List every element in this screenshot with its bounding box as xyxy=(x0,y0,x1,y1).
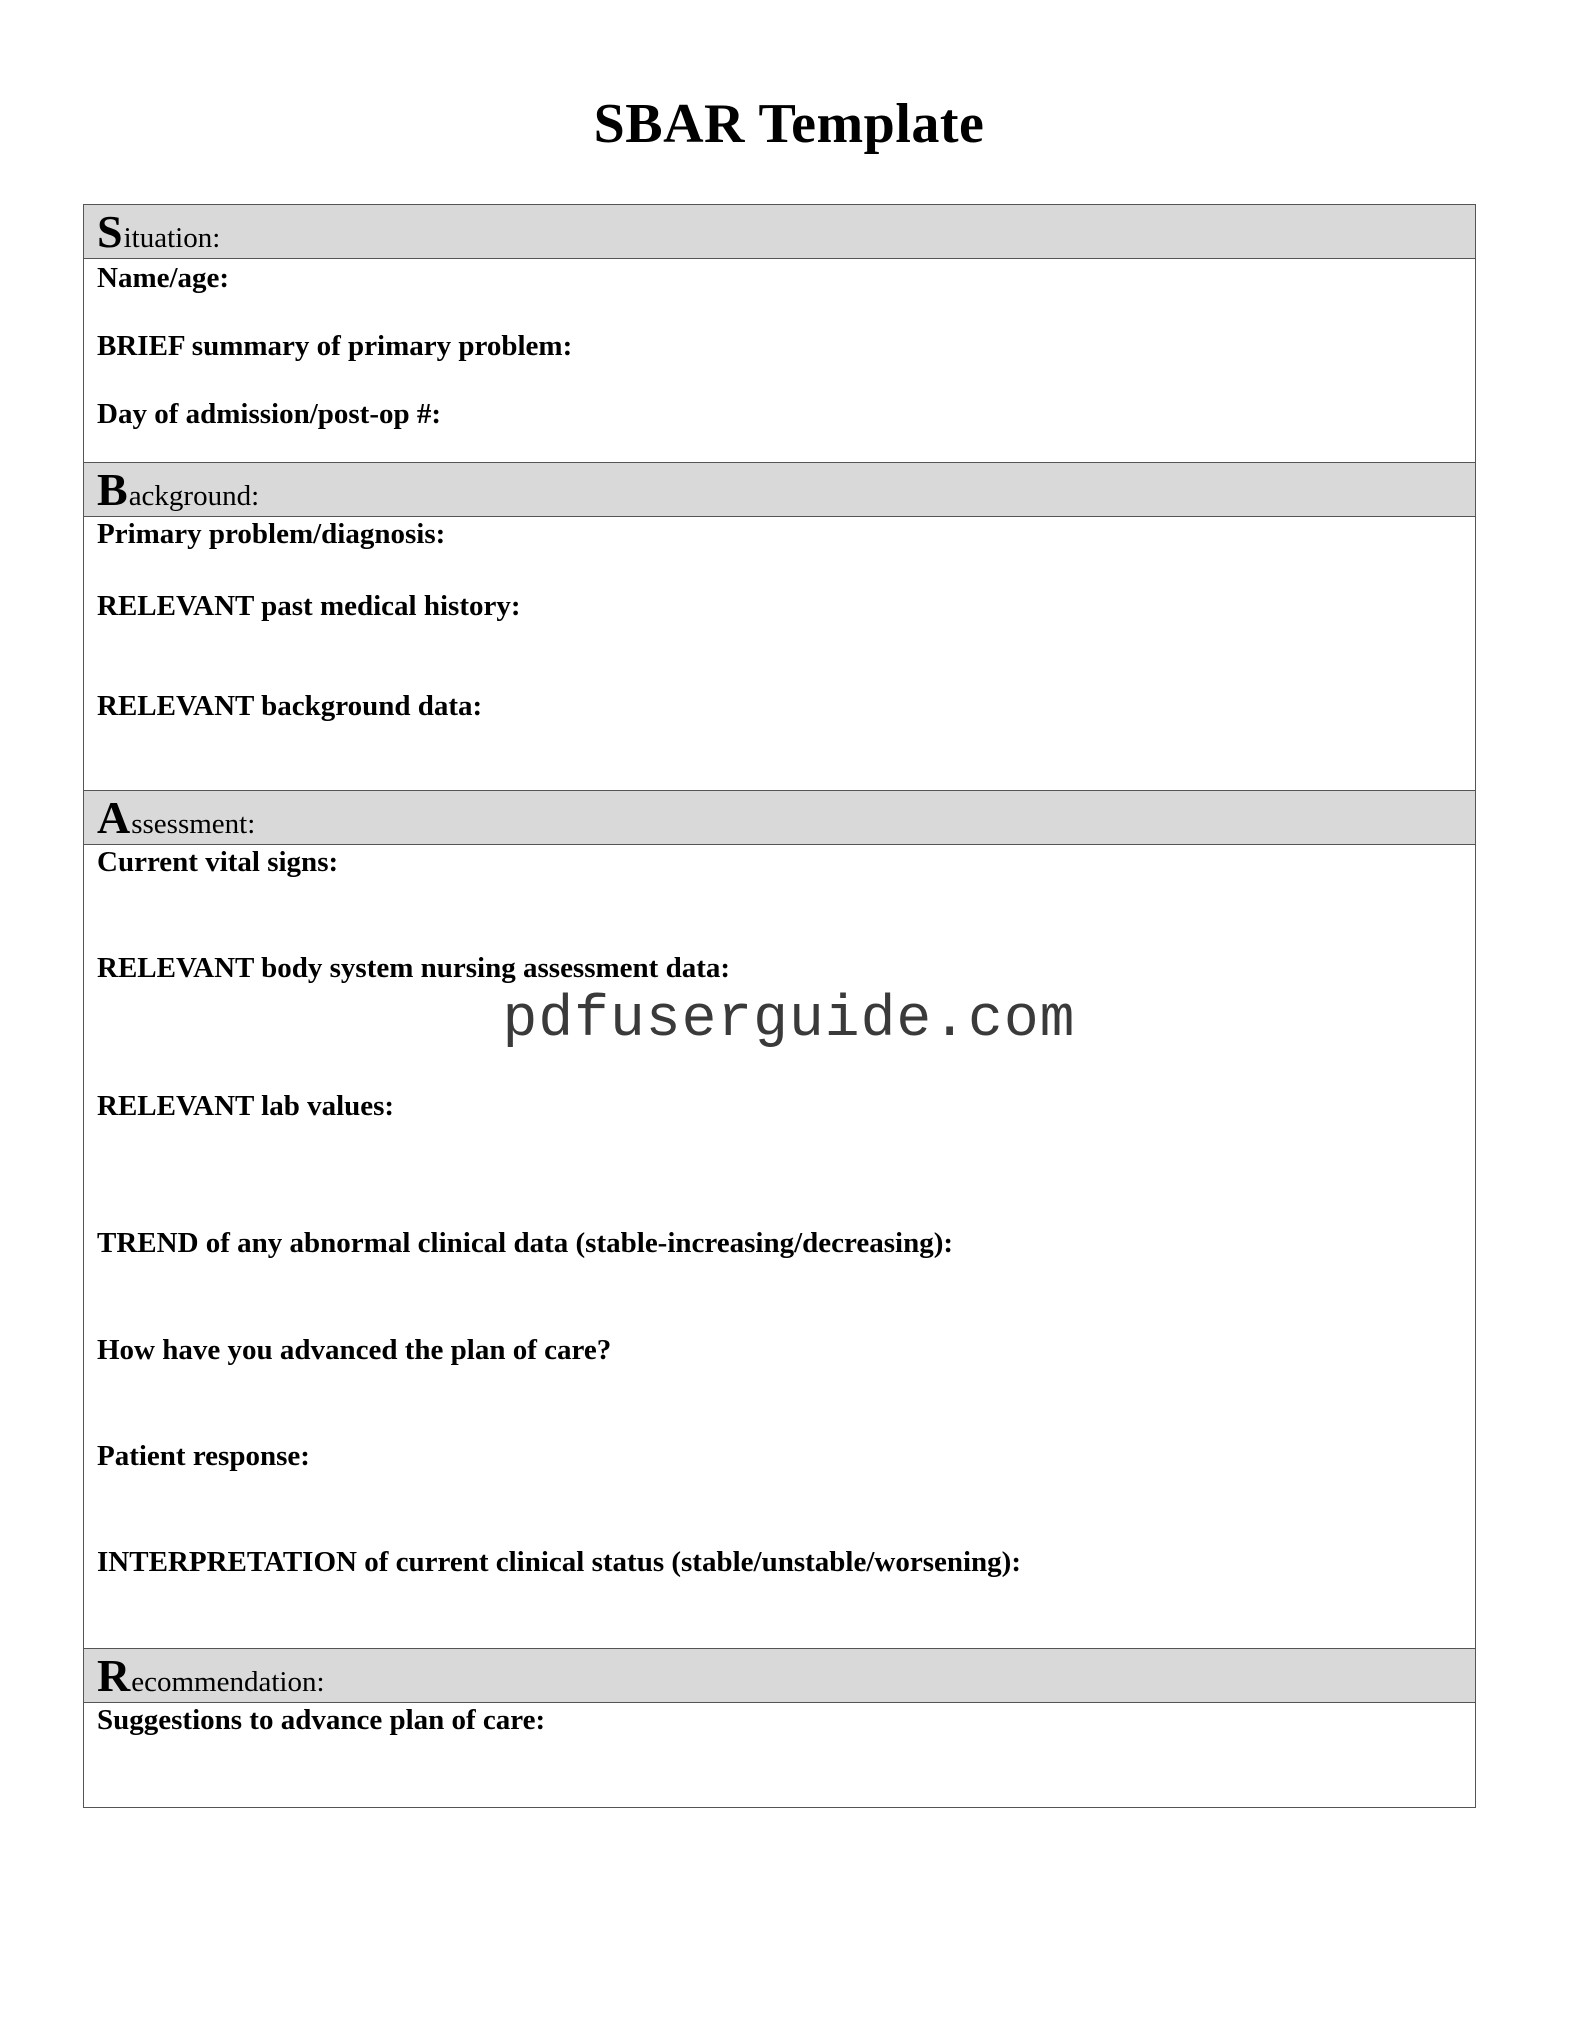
recommendation-label: ecommendation: xyxy=(131,1666,325,1698)
situation-label: ituation: xyxy=(123,222,221,254)
watermark-text: pdfuserguide.com xyxy=(502,988,1076,1053)
field-name-age: Name/age: xyxy=(97,262,230,294)
situation-body[interactable] xyxy=(84,259,1475,463)
field-past-medical-history: RELEVANT past medical history: xyxy=(97,590,521,622)
recommendation-header xyxy=(84,1649,1475,1703)
background-label: ackground: xyxy=(128,480,260,512)
field-plan-of-care: How have you advanced the plan of care? xyxy=(97,1334,612,1366)
page-title: SBAR Template xyxy=(593,93,985,155)
assessment-header xyxy=(84,791,1475,845)
background-body[interactable] xyxy=(84,517,1475,791)
assessment-initial: A xyxy=(97,792,131,843)
recommendation-body[interactable] xyxy=(84,1703,1475,1807)
field-summary-problem: BRIEF summary of primary problem: xyxy=(97,330,573,362)
field-primary-problem: Primary problem/diagnosis: xyxy=(97,518,446,550)
assessment-label: ssessment: xyxy=(131,808,256,840)
field-interpretation: INTERPRETATION of current clinical status (stable/unstable/worsening): xyxy=(97,1546,1021,1578)
situation-initial: S xyxy=(97,206,123,257)
sbar-form xyxy=(83,204,1476,1808)
situation-header xyxy=(84,205,1475,259)
recommendation-initial: R xyxy=(97,1650,131,1701)
field-suggestions: Suggestions to advance plan of care: xyxy=(97,1704,546,1736)
background-initial: B xyxy=(97,464,128,515)
field-trend-abnormal-data: TREND of any abnormal clinical data (stable-increasing/decreasing): xyxy=(97,1227,954,1259)
field-lab-values: RELEVANT lab values: xyxy=(97,1090,395,1122)
field-day-admission: Day of admission/post-op #: xyxy=(97,398,442,430)
field-nursing-assessment: RELEVANT body system nursing assessment data: xyxy=(97,952,731,984)
background-header xyxy=(84,463,1475,517)
field-vital-signs: Current vital signs: xyxy=(97,846,339,878)
field-patient-response: Patient response: xyxy=(97,1440,310,1472)
field-background-data: RELEVANT background data: xyxy=(97,690,483,722)
assessment-body[interactable] xyxy=(84,845,1475,1649)
